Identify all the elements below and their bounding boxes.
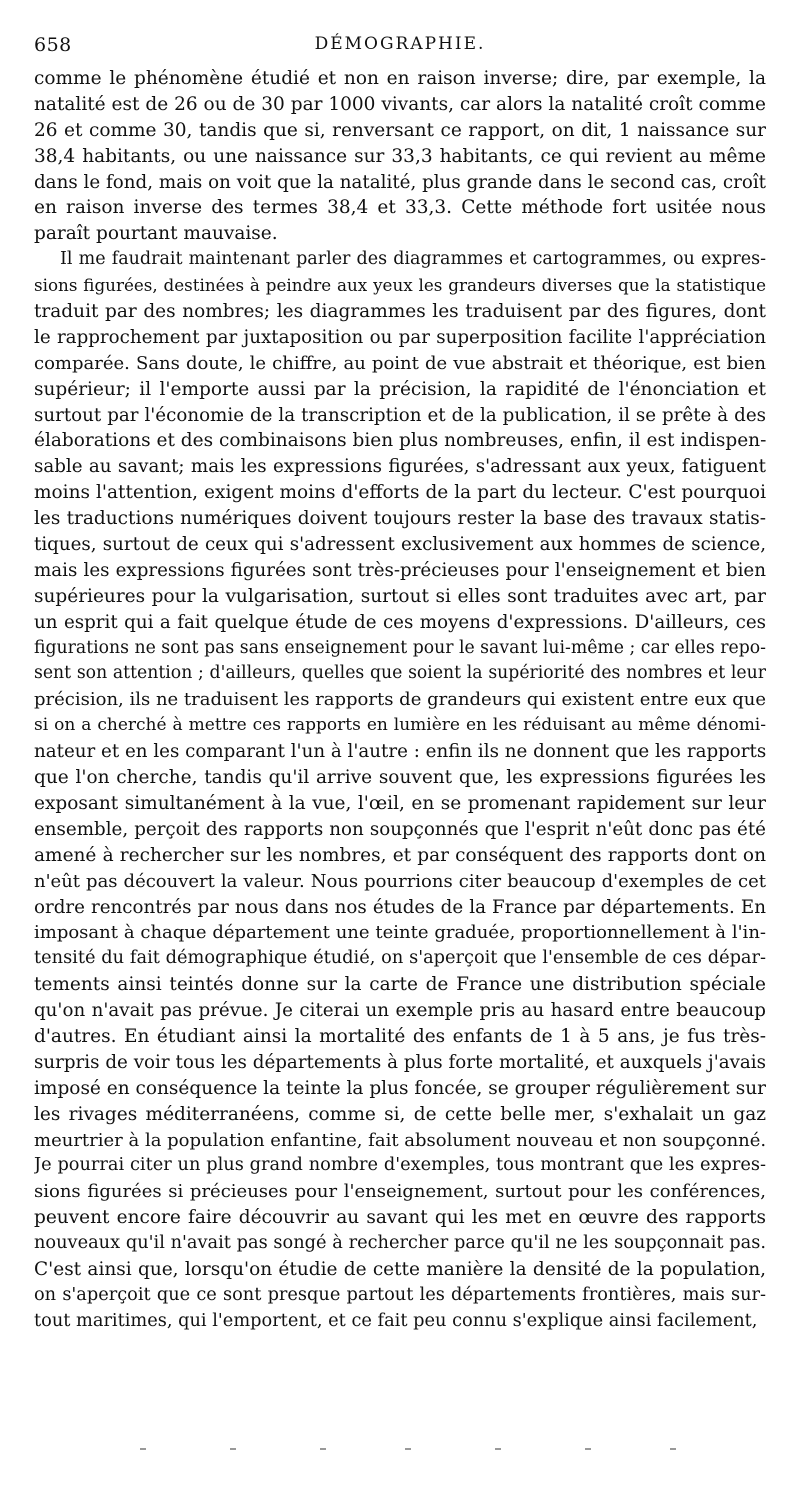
text-line: 38,4 habitants, ou une naissance sur 33,3 habitants, ce qui revient au même bbox=[34, 145, 766, 167]
text-line: surtout par l'économie de la transcription et de la publication, il se prête à des bbox=[34, 404, 766, 426]
text-line: un esprit qui a fait quelque étude de ces moyens d'expressions. D'ailleurs, ces bbox=[34, 611, 766, 633]
text-line: sent son attention ; d'ailleurs, quelles que soient la supériorité des nombres et leur bbox=[34, 663, 766, 684]
text-line: le rapprochement par juxtaposition ou par superposition facilite l'appréciation bbox=[34, 326, 766, 348]
text-line: n'eût pas découvert la valeur. Nous pourrions citer beaucoup d'exemples de cet bbox=[34, 870, 766, 892]
text-line: les traductions numériques doivent toujours rester la base des travaux statis- bbox=[34, 508, 766, 530]
text-line: paraît pourtant mauvaise. bbox=[34, 223, 278, 245]
text-line: si on a cherché à mettre ces rapports en lumière en les réduisant au même dénomi- bbox=[34, 715, 766, 736]
text-line: tensité du fait démographique étudié, on s'aperçoit que l'ensemble de ces dépar- bbox=[34, 948, 766, 969]
text-line: amené à rechercher sur les nombres, et par conséquent des rapports dont on bbox=[34, 844, 766, 866]
text-line: natalité est de 26 ou de 30 par 1000 vivants, car alors la natalité croît comme bbox=[34, 93, 766, 115]
text-line: traduit par des nombres; les diagrammes les traduisent par des figures, dont bbox=[34, 301, 766, 323]
text-line: surpris de voir tous les départements à plus forte mortalité, et auxquels j'avais bbox=[34, 1051, 766, 1073]
text-line: Je pourrai citer un plus grand nombre d'exemples, tous montrant que les expres- bbox=[34, 1155, 766, 1176]
text-line: imposé en conséquence la teinte la plus foncée, se grouper régulièrement sur bbox=[34, 1077, 766, 1099]
text-line: mais les expressions figurées sont très-précieuses pour l'enseignement et bien bbox=[34, 559, 766, 581]
text-line: comparée. Sans doute, le chiffre, au point de vue abstrait et théorique, est bien bbox=[34, 352, 766, 374]
text-line: les rivages méditerranéens, comme si, de cette belle mer, s'exhalait un gaz bbox=[34, 1103, 766, 1125]
text-line: tout maritimes, qui l'emportent, et ce fait peu connu s'explique ainsi facilement, bbox=[34, 1310, 758, 1331]
text-line: dans le fond, mais on voit que la natalité, plus grande dans le second cas, croît bbox=[34, 171, 766, 193]
text-line: comme le phénomène étudié et non en raison inverse; dire, par exemple, la bbox=[34, 68, 766, 89]
body-text bbox=[34, 66, 766, 1335]
text-line: supérieur; il l'emporte aussi par la précision, la rapidité de l'énonciation et bbox=[34, 378, 766, 400]
text-line: que l'on cherche, tandis qu'il arrive souvent que, les expressions figurées les bbox=[34, 767, 766, 789]
text-line: ordre rencontrés par nous dans nos études de la France par départements. En bbox=[34, 896, 766, 918]
text-line: supérieures pour la vulgarisation, surtout si elles sont traduites avec art, par bbox=[34, 585, 766, 607]
text-line: d'autres. En étudiant ainsi la mortalité des enfants de 1 à 5 ans, je fus très- bbox=[34, 1025, 766, 1047]
text-line: imposant à chaque département une teinte graduée, proportionnellement à l'in- bbox=[34, 922, 766, 944]
text-line: Il me faudrait maintenant parler des diagrammes et cartogrammes, ou expres- bbox=[60, 249, 766, 270]
bottom-dash-marks bbox=[140, 1448, 700, 1452]
running-title: DÉMOGRAPHIE. bbox=[314, 34, 486, 54]
page-number: 658 bbox=[34, 34, 72, 56]
text-line: tements ainsi teintés donne sur la carte de France une distribution spéciale bbox=[34, 974, 766, 996]
text-line: en raison inverse des termes 38,4 et 33,3. Cette méthode fort usitée nous bbox=[34, 197, 766, 219]
text-line: meurtrier à la population enfantine, fait absolument nouveau et non soupçonné. bbox=[34, 1129, 766, 1151]
text-line: tiques, surtout de ceux qui s'adressent exclusivement aux hommes de science, bbox=[34, 534, 766, 556]
text-line: sions figurées, destinées à peindre aux yeux les grandeurs diverses que la statistique bbox=[34, 275, 766, 296]
text-line: 26 et comme 30, tandis que si, renversant ce rapport, on dit, 1 naissance sur bbox=[34, 119, 766, 141]
text-line: figurations ne sont pas sans enseignement pour le savant lui-même ; car elles repo- bbox=[34, 637, 766, 658]
text-line: sions figurées si précieuses pour l'enseignement, surtout pour les conférences, bbox=[34, 1181, 766, 1203]
text-line: C'est ainsi que, lorsqu'on étudie de cette manière la densité de la population, bbox=[34, 1258, 766, 1280]
text-line: on s'aperçoit que ce sont presque partout les départements frontières, mais sur- bbox=[34, 1284, 766, 1305]
text-line: élaborations et des combinaisons bien plus nombreuses, enfin, il est indispen- bbox=[34, 430, 766, 452]
page-header bbox=[34, 34, 766, 58]
text-line: qu'on n'avait pas prévue. Je citerai un exemple pris au hasard entre beaucoup bbox=[34, 1000, 766, 1022]
text-line: exposant simultanément à la vue, l'œil, en se promenant rapidement sur leur bbox=[34, 792, 766, 814]
text-line: moins l'attention, exigent moins d'efforts de la part du lecteur. C'est pourquoi bbox=[34, 482, 766, 504]
text-line: ensemble, perçoit des rapports non soupçonnés que l'esprit n'eût donc pas été bbox=[34, 818, 766, 840]
text-line: sable au savant; mais les expressions figurées, s'adressant aux yeux, fatiguent bbox=[34, 456, 766, 478]
text-line: peuvent encore faire découvrir au savant qui les met en œuvre des rapports bbox=[34, 1207, 766, 1229]
text-line: nateur et en les comparant l'un à l'autre : enfin ils ne donnent que les rapports bbox=[34, 741, 766, 763]
text-line: précision, ils ne traduisent les rapports de grandeurs qui existent entre eux que bbox=[34, 689, 766, 711]
text-line: nouveaux qu'il n'avait pas songé à rechercher parce qu'il ne les soupçonnait pas. bbox=[34, 1233, 766, 1254]
